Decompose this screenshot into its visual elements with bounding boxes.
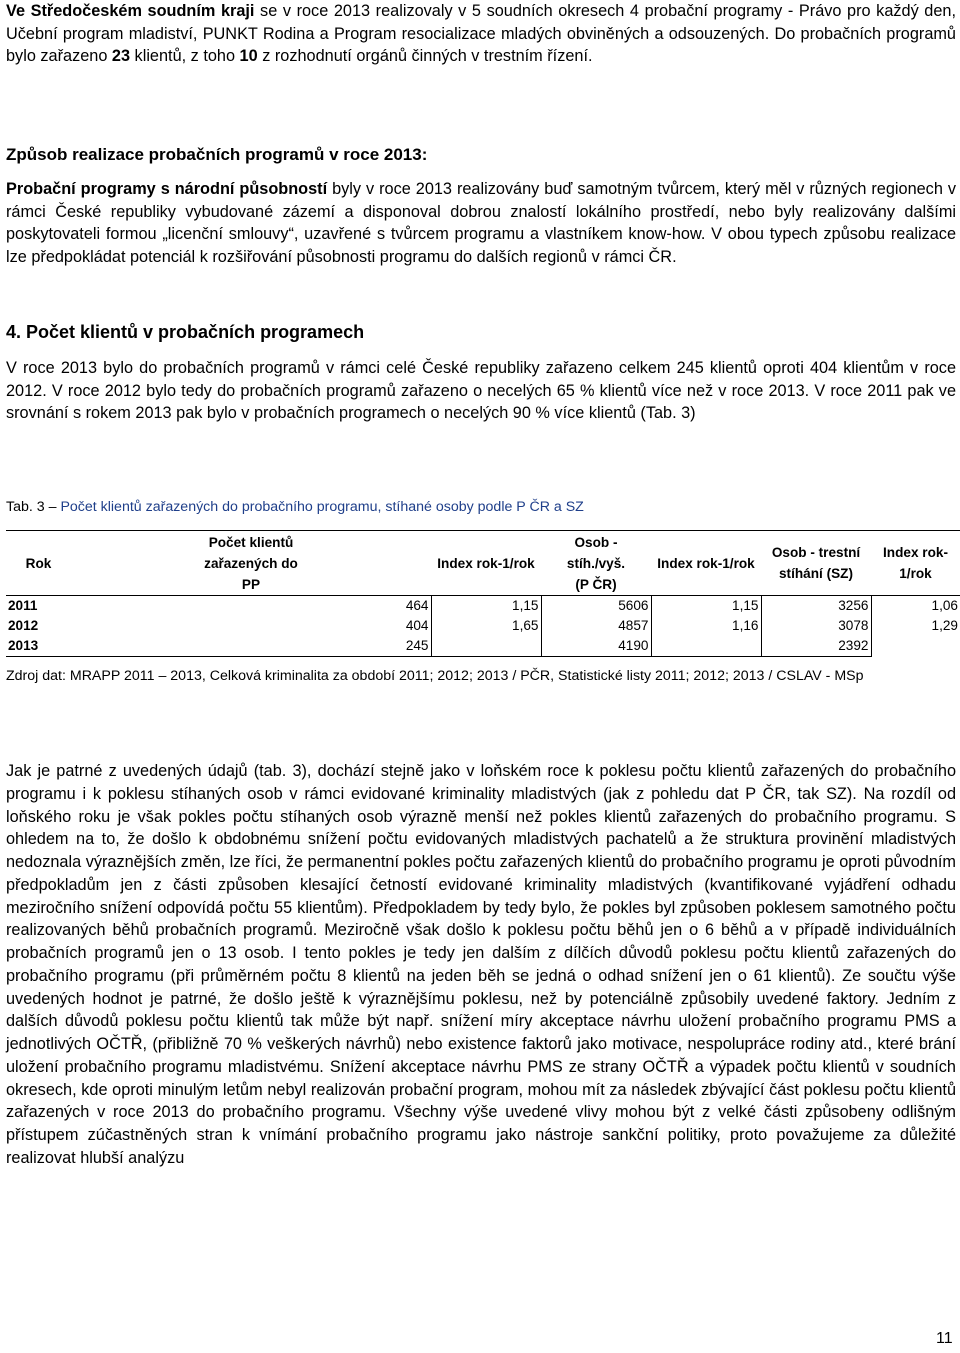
realizace-bold-lead: Probační programy s národní působností xyxy=(6,180,328,198)
cell-pocet: 404 xyxy=(405,618,429,633)
intro-num-10: 10 xyxy=(239,47,258,66)
header-index-3: Index rok-1/rok xyxy=(871,531,960,596)
intro-text-1: se v roce 2013 realizovaly v 5 soudních okresech 4 probační programy - Právo pro každý den, Učební program mladiství, PUNKT Rodina a Program resocializace mladých obviněných a odsouzených. Do probačních programů bylo zařazeno xyxy=(6,2,956,66)
table-caption-text: Počet klientů zařazených do probačního programu, stíhané osoby podle P ČR a SZ xyxy=(60,499,584,515)
analysis-paragraph: Jak je patrné z uvedených údajů (tab. 3), dochází stejně jako v loňském roce k poklesu počtu klientů zařazených do probačního programu i k poklesu stíhaných osob v rámci evidované kriminality mladistvých (jak z pohledu dat P ČR, tak SZ). Na rozdíl od loňského roku je však pokles počtu stíhaných osob výrazně menší než pokles klientů zařazených do probačního programu. S ohledem na to, že došlo k obdobnému snížení počtu evidovaných mladistvých pachatelů a že struktura provinění mladistvých nedoznala výraznějších změn, lze říci, že permanentní pokles počtu zařazených klientů do probačního programu je oproti původním předpokladům jen z části způsoben klesající četností evidované kriminality mladistvých (kvantifikované vyjádření odhadu meziročního snížení odpovídá počtu 55 klientům). Předpokladem by tedy bylo, že pokles byl způsoben poklesem samotného počtu realizovaných běhů probačních programů. Meziročně však došlo k poklesu počtu běhů jen o 6 běhů a v případě individuálních probačních programů jen o 13 osob. I tento pokles je tedy jen dalším z dílčích důvodů poklesu počtu klientů zařazených do probačního programu (při průměrném počtu 8 klientů na jeden běh se jedná o odhad snížení jen o 61 klientů). Ze součtu výše uvedených hodnot je patrné, že došlo ještě k výraznějšímu poklesu, než by potenciálně způsobily uvedené faktory. Jedním z dalších důvodů poklesu počtu klientů tak může být např. snížení míry akceptace návrhu uložení probačního programu PMS a jednotlivých OČTŘ, (přibližně 70 % veškerých návrhů) nebo existence faktorů jako motivace, nespolupráce rodiny atd., které brání uložení probačního programu mladistvému. Snížení akceptace návrhu PMS ze strany OČTŘ a výpadek počtu klientů v soudních okresech, kde oproti minulým letům nebyl realizován probační program, mohou mít za následek zbývající část poklesu počtu klientů zařazených v roce 2013 do probačního programu. Všechny výše uvedené vlivy mohou být z velké části způsobeny odlišným přístupem zúčastněných stran k vnímání probačního programu jako nástroje sankční politiky, proto považujeme za důležité realizovat hlubší analýzu xyxy=(6,762,956,1167)
pocet-paragraph: V roce 2013 bylo do probačních programů v rámci celé České republiky zařazeno celkem 245 klientů oproti 404 klientům v roce 2012. V roce 2012 bylo tedy do probačních programů zařazeno o necelých 65 % klientů více než v roce 2013. V roce 2011 pak ve srovnání s rokem 2013 pak bylo v probačních programech o necelých 90 % více klientů (Tab. 3) xyxy=(6,359,956,423)
table-caption-dash: – xyxy=(44,499,61,515)
pocet-heading: 4. Počet klientů v probačních programech xyxy=(6,322,365,342)
header-index-1: Index rok-1/rok xyxy=(431,531,541,596)
cell-index-1: 1,65 xyxy=(431,616,541,636)
cell-index-1 xyxy=(431,636,541,657)
table-caption-prefix: Tab. 3 xyxy=(6,499,45,515)
cell-index-1: 1,15 xyxy=(431,596,541,617)
header-pocet xyxy=(25,531,431,596)
header-pocet-label: Počet klientů zařazených do PP xyxy=(204,534,298,592)
cell-osob-pcr: 5606 xyxy=(541,596,651,617)
realizace-heading: Způsob realizace probačních programů v roce 2013: xyxy=(6,145,428,164)
intro-paragraph xyxy=(6,0,956,68)
cell-osob-sz: 3256 xyxy=(761,596,871,617)
table-source-note: Zdroj dat: MRAPP 2011 – 2013, Celková kriminalita za období 2011; 2012; 2013 / PČR, Statistické listy 2011; 2012; 2013 / CSLAV - MSp xyxy=(6,668,864,684)
cell-osob-sz: 2392 xyxy=(761,636,871,657)
cell-osob-pcr: 4190 xyxy=(541,636,651,657)
table-header-row xyxy=(6,531,960,596)
table-row xyxy=(6,616,960,636)
table-row xyxy=(6,596,960,617)
intro-text-3: z rozhodnutí orgánů činných v trestním řízení. xyxy=(257,47,593,66)
cell-year: 2011 xyxy=(8,598,38,613)
cell-index-2: 1,16 xyxy=(651,616,761,636)
header-osob-pcr: Osob - stíh./vyš. (P ČR) xyxy=(541,531,651,596)
header-rok-label: Rok xyxy=(25,555,52,571)
cell-year: 2013 xyxy=(6,636,86,657)
cell-year: 2012 xyxy=(8,618,39,633)
cell-index-2: 1,15 xyxy=(651,596,761,617)
table-row xyxy=(6,636,960,657)
header-osob-sz: Osob - trestní stíhání (SZ) xyxy=(761,531,871,596)
cell-index-3 xyxy=(871,636,960,657)
cell-osob-sz: 3078 xyxy=(761,616,871,636)
clients-table xyxy=(6,530,960,657)
header-index-2: Index rok-1/rok xyxy=(651,531,761,596)
cell-index-2 xyxy=(651,636,761,657)
cell-index-3: 1,06 xyxy=(871,596,960,617)
intro-bold-lead: Ve Středočeském soudním kraji xyxy=(6,2,255,20)
realizace-paragraph xyxy=(6,178,956,269)
realizace-text: byly v roce 2013 realizovány buď samotným tvůrcem, který měl v různých regionech v rámci České republiky vybudované zázemí a disponoval dobrou znalostí lokálního prostředí, nebo byly realizovány dalšími poskytovateli formou „licenční smlouvy“, uzavřené s tvůrcem programu a vlastníkem know-how. V obou typech způsobu realizace lze předpokládat potenciál k rozšiřování působnosti programu do dalších regionů v rámci ČR. xyxy=(6,180,956,267)
intro-text-2: klientů, z toho xyxy=(130,47,240,66)
cell-index-3: 1,29 xyxy=(871,616,960,636)
page-number: 11 xyxy=(936,1330,953,1347)
cell-osob-pcr: 4857 xyxy=(541,616,651,636)
table-caption xyxy=(6,497,584,517)
intro-num-23: 23 xyxy=(111,47,131,66)
cell-pocet: 464 xyxy=(405,598,429,613)
cell-pocet: 245 xyxy=(86,636,431,657)
